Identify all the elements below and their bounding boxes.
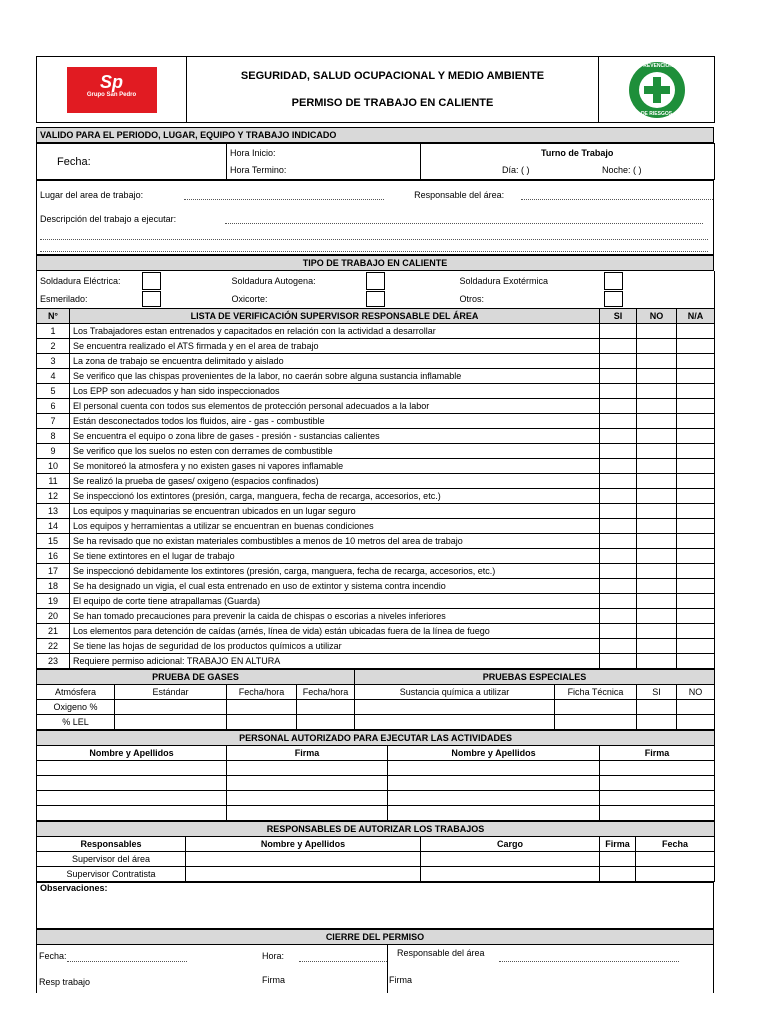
supervisor-contratista-fecha[interactable] (636, 867, 715, 882)
checklist-item-text: Se han tomado precauciones para prevenir la caida de chispas o escorias a niveles inferiores (70, 609, 600, 624)
personal-heading: PERSONAL AUTORIZADO PARA EJECUTAR LAS ACTIVIDADES (37, 731, 715, 746)
checklist-no-cell[interactable] (637, 444, 677, 459)
checklist-no-cell[interactable] (637, 459, 677, 474)
checklist-table (36, 308, 715, 669)
personal-row (37, 776, 715, 791)
supervisor-area-label: Supervisor del área (37, 852, 186, 867)
checklist-na-cell[interactable] (677, 519, 715, 534)
checklist-no-cell[interactable] (637, 324, 677, 339)
checklist-si-cell[interactable] (600, 489, 637, 504)
company-logo (67, 67, 157, 113)
logo-text: Sp (99, 71, 123, 92)
logo-company: Grupo San Pedro (86, 91, 137, 98)
checklist-na-cell[interactable] (677, 429, 715, 444)
checklist-na-cell[interactable] (677, 609, 715, 624)
checklist-no-cell[interactable] (637, 609, 677, 624)
observaciones-field[interactable] (37, 883, 714, 929)
checklist-no-cell[interactable] (637, 384, 677, 399)
estandar-header: Estándar (115, 685, 227, 700)
checklist-item-text: Los EPP son adecuados y han sido inspeccionados (70, 384, 600, 399)
lel-fecha2-cell[interactable] (297, 715, 355, 730)
esp-no-cell-1[interactable] (677, 700, 715, 715)
checklist-si-cell[interactable] (600, 399, 637, 414)
checklist-row (37, 639, 715, 654)
checklist-si-cell[interactable] (600, 369, 637, 384)
lel-estandar-cell[interactable] (115, 715, 227, 730)
checklist-row (37, 624, 715, 639)
personal-cell[interactable] (227, 806, 388, 821)
hora-inicio-field[interactable]: Hora Inicio: (227, 144, 421, 162)
checklist-no-cell[interactable] (637, 639, 677, 654)
checklist-item-text: Se ha revisado que no existan materiales combustibles a menos de 10 metros del area de trabajo (70, 534, 600, 549)
checklist-na-cell[interactable] (677, 459, 715, 474)
cierre-fecha-input[interactable] (67, 953, 187, 962)
checklist-na-cell[interactable] (677, 489, 715, 504)
esp-si-cell-2[interactable] (637, 715, 677, 730)
checklist-row (37, 534, 715, 549)
descripcion-line-3[interactable] (40, 243, 708, 252)
soldadura-autogena-checkbox[interactable] (366, 272, 385, 290)
supervisor-contratista-nombre[interactable] (186, 867, 421, 882)
checklist-item-number: 9 (37, 444, 70, 459)
checklist-na-cell[interactable] (677, 339, 715, 354)
oxigeno-fecha2-cell[interactable] (297, 700, 355, 715)
checklist-item-number: 19 (37, 594, 70, 609)
oxigeno-estandar-cell[interactable] (115, 700, 227, 715)
checklist-si-cell[interactable] (600, 384, 637, 399)
checklist-item-text: Están desconectados todos los fluidos, aire - gas - combustible (70, 414, 600, 429)
checklist-no-cell[interactable] (637, 369, 677, 384)
checklist-na-cell[interactable] (677, 324, 715, 339)
soldadura-exotermica-label: Soldadura Exotérmica (459, 275, 549, 286)
turno-label: Turno de Trabajo (421, 144, 715, 162)
soldadura-electrica-checkbox[interactable] (142, 272, 161, 290)
checklist-row (37, 369, 715, 384)
checklist-row (37, 489, 715, 504)
responsables-heading: RESPONSABLES DE AUTORIZAR LOS TRABAJOS (37, 822, 715, 837)
checklist-row (37, 444, 715, 459)
supervisor-contratista-cargo[interactable] (421, 867, 600, 882)
soldadura-exotermica-checkbox[interactable] (604, 272, 623, 290)
checklist-item-text: Se realizó la prueba de gases/ oxigeno (espacios confinados) (70, 474, 600, 489)
title-cell (187, 57, 599, 123)
fecha-hora-1-header: Fecha/hora (227, 685, 297, 700)
sustancia-header: Sustancia química a utilizar (355, 685, 555, 700)
soldadura-electrica-label: Soldadura Eléctrica: (40, 275, 121, 286)
cierre-responsable-input[interactable] (499, 953, 679, 962)
checklist-item-number: 23 (37, 654, 70, 669)
checklist-si-cell[interactable] (600, 324, 637, 339)
checklist-na-cell[interactable] (677, 654, 715, 669)
cierre-heading: CIERRE DEL PERMISO (37, 930, 714, 945)
cierre-responsable-label: Responsable del área (397, 948, 485, 958)
checklist-na-cell[interactable] (677, 624, 715, 639)
checklist-si-cell[interactable] (600, 654, 637, 669)
gases-heading: PRUEBA DE GASES (37, 670, 355, 685)
checklist-item-number: 2 (37, 339, 70, 354)
resp-firma-header: Firma (600, 837, 636, 852)
checklist-na-cell[interactable] (677, 444, 715, 459)
sustancia-cell-2[interactable] (355, 715, 555, 730)
checklist-no-cell[interactable] (637, 354, 677, 369)
emblem-bottom-text: DE RIESGOS (640, 110, 673, 117)
checklist-row (37, 579, 715, 594)
checklist-row (37, 504, 715, 519)
supervisor-area-nombre[interactable] (186, 852, 421, 867)
checklist-item-number: 6 (37, 399, 70, 414)
checklist-na-cell[interactable] (677, 354, 715, 369)
lel-fecha1-cell[interactable] (227, 715, 297, 730)
checklist-na-cell[interactable] (677, 504, 715, 519)
checklist-si-cell[interactable] (600, 504, 637, 519)
checklist-item-number: 16 (37, 549, 70, 564)
checklist-na-cell[interactable] (677, 474, 715, 489)
checklist-item-text: Se verifico que los suelos no esten con derrames de combustible (70, 444, 600, 459)
checklist-si-cell[interactable] (600, 624, 637, 639)
checklist-si-cell[interactable] (600, 459, 637, 474)
personal-cell[interactable] (600, 761, 715, 776)
checklist-item-text: Se monitoreó la atmosfera y no existen gases ni vapores inflamable (70, 459, 600, 474)
otros-checkbox[interactable] (604, 291, 623, 307)
checklist-item-number: 5 (37, 384, 70, 399)
checklist-item-number: 22 (37, 639, 70, 654)
checklist-item-number: 18 (37, 579, 70, 594)
checklist-item-text: El personal cuenta con todos sus elementos de protección personal adecuados a la labor (70, 399, 600, 414)
checklist-row (37, 609, 715, 624)
personal-nombre-header-2: Nombre y Apellidos (388, 746, 600, 761)
col-no-header: N° (37, 309, 70, 324)
oxicorte-checkbox[interactable] (366, 291, 385, 307)
descripcion-line-2[interactable] (40, 231, 708, 240)
dia-field[interactable]: Día: ( ) (502, 165, 530, 176)
form-title-2: PERMISO DE TRABAJO EN CALIENTE (291, 96, 494, 109)
noche-field[interactable]: Noche: ( ) (602, 165, 642, 176)
atmosfera-header: Atmósfera (37, 685, 115, 700)
observaciones-table (36, 882, 714, 929)
personal-firma-header-2: Firma (600, 746, 715, 761)
location-section (36, 180, 714, 255)
checklist-row (37, 519, 715, 534)
col-si-header: SI (600, 309, 637, 324)
checklist-item-text: Se inspeccionó debidamente los extintores (presión, carga, manguera, fecha de recarga, accesorios, etc.) (70, 564, 600, 579)
prevention-emblem-icon (629, 62, 685, 118)
checklist-no-cell[interactable] (637, 579, 677, 594)
checklist-no-cell[interactable] (637, 549, 677, 564)
checklist-no-cell[interactable] (637, 339, 677, 354)
checklist-na-cell[interactable] (677, 579, 715, 594)
gases-table (36, 669, 715, 730)
personal-cell[interactable] (600, 791, 715, 806)
checklist-item-number: 13 (37, 504, 70, 519)
form-title-1: SEGURIDAD, SALUD OCUPACIONAL Y MEDIO AMBIENTE (240, 69, 545, 82)
ficha-header: Ficha Técnica (555, 685, 637, 700)
checklist-item-number: 10 (37, 459, 70, 474)
checklist-na-cell[interactable] (677, 384, 715, 399)
personal-cell[interactable] (388, 776, 600, 791)
personal-cell[interactable] (37, 806, 227, 821)
checklist-item-number: 4 (37, 369, 70, 384)
checklist-na-cell[interactable] (677, 534, 715, 549)
personal-cell[interactable] (600, 806, 715, 821)
personal-cell[interactable] (388, 761, 600, 776)
cierre-table (36, 929, 714, 945)
checklist-na-cell[interactable] (677, 564, 715, 579)
cierre-hora-input[interactable] (299, 953, 387, 962)
checklist-item-text: Los equipos y herramientas a utilizar se encuentran en buenas condiciones (70, 519, 600, 534)
checklist-si-cell[interactable] (600, 429, 637, 444)
cierre-resp-trabajo-label: Resp trabajo (39, 977, 91, 987)
checklist-item-number: 11 (37, 474, 70, 489)
checklist-item-text: Se verifico que las chispas provenientes de la labor, no caerán sobre alguna sustancia inflamable (70, 369, 600, 384)
checklist-item-text: Se inspeccionó los extintores (presión, carga, manguera, fecha de recarga, accesorios, etc.) (70, 489, 600, 504)
checklist-row (37, 384, 715, 399)
valid-section (36, 127, 714, 143)
cierre-body (36, 945, 714, 993)
soldadura-autogena-label: Soldadura Autogena: (231, 275, 316, 286)
checklist-item-number: 3 (37, 354, 70, 369)
checklist-no-cell[interactable] (637, 504, 677, 519)
resp-nombre-header: Nombre y Apellidos (186, 837, 421, 852)
descripcion-input[interactable] (225, 215, 703, 224)
checklist-item-number: 20 (37, 609, 70, 624)
checklist-row (37, 654, 715, 669)
checklist-si-cell[interactable] (600, 594, 637, 609)
supervisor-area-fecha[interactable] (636, 852, 715, 867)
responsable-label: Responsable del área: (414, 189, 505, 200)
checklist-item-text: El equipo de corte tiene atrapallamas (Guarda) (70, 594, 600, 609)
oxigeno-fecha1-cell[interactable] (227, 700, 297, 715)
checklist-row (37, 324, 715, 339)
col-no-answer-header: NO (637, 309, 677, 324)
cierre-fecha-label: Fecha: (39, 951, 67, 961)
checklist-item-number: 7 (37, 414, 70, 429)
checklist-item-number: 8 (37, 429, 70, 444)
checklist-na-cell[interactable] (677, 414, 715, 429)
personal-cell[interactable] (600, 776, 715, 791)
checklist-item-text: Requiere permiso adicional: TRABAJO EN ALTURA (70, 654, 600, 669)
checklist-si-cell[interactable] (600, 339, 637, 354)
esp-no-cell-2[interactable] (677, 715, 715, 730)
checklist-item-text: Se ha designado un vigia, el cual esta entrenado en uso de extintor y sistema contra incendio (70, 579, 600, 594)
logo-cell (37, 57, 187, 123)
checklist-no-cell[interactable] (637, 594, 677, 609)
checklist-item-text: Se tiene las hojas de seguridad de los productos químicos a utilizar (70, 639, 600, 654)
checklist-si-cell[interactable] (600, 564, 637, 579)
checklist-item-text: Los elementos para detención de caídas (arnés, línea de vida) están ubicadas fuera de la línea de fuego (70, 624, 600, 639)
personal-cell[interactable] (388, 806, 600, 821)
checklist-row (37, 399, 715, 414)
checklist-si-cell[interactable] (600, 354, 637, 369)
checklist-row (37, 354, 715, 369)
checklist-row (37, 474, 715, 489)
otros-label: Otros: (459, 294, 485, 304)
checklist-item-text: Los Trabajadores estan entrenados y capacitados en relación con la actividad a desarrollar (70, 324, 600, 339)
esp-si-cell-1[interactable] (637, 700, 677, 715)
checklist-row (37, 459, 715, 474)
checklist-na-cell[interactable] (677, 399, 715, 414)
personal-row (37, 761, 715, 776)
checklist-si-cell[interactable] (600, 519, 637, 534)
checklist-item-number: 14 (37, 519, 70, 534)
col-na-header: N/A (677, 309, 715, 324)
tipo-section (36, 255, 714, 271)
fecha-hora-2-header: Fecha/hora (297, 685, 355, 700)
cierre-hora-label: Hora: (262, 951, 285, 961)
lugar-input[interactable] (184, 191, 384, 200)
emblem-top-text: PREVENCION (639, 62, 674, 69)
cierre-firma-1-label: Firma (262, 975, 285, 985)
personal-cell[interactable] (227, 761, 388, 776)
fecha-label: Fecha: (37, 144, 227, 180)
checklist-no-cell[interactable] (637, 654, 677, 669)
sustancia-cell-1[interactable] (355, 700, 555, 715)
supervisor-area-firma[interactable] (600, 852, 636, 867)
esmerilado-checkbox[interactable] (142, 291, 161, 307)
checklist-si-cell[interactable] (600, 639, 637, 654)
checklist-row (37, 414, 715, 429)
checklist-item-number: 12 (37, 489, 70, 504)
checklist-na-cell[interactable] (677, 549, 715, 564)
checklist-item-text: Se encuentra realizado el ATS firmada y en el area de trabajo (70, 339, 600, 354)
checklist-item-number: 21 (37, 624, 70, 639)
checklist-no-cell[interactable] (637, 399, 677, 414)
checklist-row (37, 549, 715, 564)
checklist-si-cell[interactable] (600, 549, 637, 564)
checklist-title-header: LISTA DE VERIFICACIÓN SUPERVISOR RESPONSABLE DEL ÁREA (70, 309, 600, 324)
descripcion-label: Descripción del trabajo a ejecutar: (40, 213, 177, 224)
tipo-options (36, 271, 715, 308)
oxicorte-label: Oxicorte: (231, 294, 268, 304)
personal-cell[interactable] (227, 791, 388, 806)
checklist-row (37, 339, 715, 354)
checklist-si-cell[interactable] (600, 579, 637, 594)
especiales-si-header: SI (637, 685, 677, 700)
supervisor-contratista-label: Supervisor Contratista (37, 867, 186, 882)
emblem-cell (599, 57, 715, 123)
supervisor-area-cargo[interactable] (421, 852, 600, 867)
checklist-no-cell[interactable] (637, 564, 677, 579)
lel-row-label: % LEL (37, 715, 115, 730)
checklist-no-cell[interactable] (637, 624, 677, 639)
ficha-cell-2[interactable] (555, 715, 637, 730)
checklist-si-cell[interactable] (600, 534, 637, 549)
observaciones-label: Observaciones: (40, 883, 108, 893)
personal-cell[interactable] (37, 791, 227, 806)
checklist-no-cell[interactable] (637, 489, 677, 504)
checklist-item-number: 17 (37, 564, 70, 579)
checklist-si-cell[interactable] (600, 444, 637, 459)
personal-cell[interactable] (388, 791, 600, 806)
responsable-input[interactable] (521, 191, 714, 200)
checklist-item-text: Se tiene extintores en el lugar de trabajo (70, 549, 600, 564)
permit-form (36, 56, 714, 993)
checklist-no-cell[interactable] (637, 429, 677, 444)
lugar-label: Lugar del area de trabajo: (40, 189, 144, 200)
checklist-no-cell[interactable] (637, 534, 677, 549)
checklist-item-text: La zona de trabajo se encuentra delimitado y aislado (70, 354, 600, 369)
supervisor-contratista-firma[interactable] (600, 867, 636, 882)
checklist-si-cell[interactable] (600, 609, 637, 624)
responsables-table (36, 821, 715, 882)
especiales-no-header: NO (677, 685, 715, 700)
form-header (36, 56, 715, 123)
resp-col-header: Responsables (37, 837, 186, 852)
checklist-si-cell[interactable] (600, 414, 637, 429)
checklist-no-cell[interactable] (637, 414, 677, 429)
esmerilado-label: Esmerilado: (40, 294, 88, 304)
checklist-row (37, 564, 715, 579)
personal-table (36, 730, 715, 821)
tipo-heading: TIPO DE TRABAJO EN CALIENTE (37, 256, 714, 271)
hora-termino-field[interactable]: Hora Termino: (227, 162, 421, 180)
checklist-no-cell[interactable] (637, 519, 677, 534)
checklist-row (37, 429, 715, 444)
personal-cell[interactable] (37, 776, 227, 791)
resp-cargo-header: Cargo (421, 837, 600, 852)
especiales-heading: PRUEBAS ESPECIALES (355, 670, 715, 685)
personal-cell[interactable] (37, 761, 227, 776)
personal-row (37, 791, 715, 806)
valid-heading: VALIDO PARA EL PERIODO, LUGAR, EQUIPO Y TRABAJO INDICADO (37, 128, 714, 143)
oxigeno-row-label: Oxigeno % (37, 700, 115, 715)
datetime-section (36, 143, 715, 180)
personal-nombre-header-1: Nombre y Apellidos (37, 746, 227, 761)
checklist-row (37, 594, 715, 609)
resp-fecha-header: Fecha (636, 837, 715, 852)
checklist-no-cell[interactable] (637, 474, 677, 489)
checklist-item-text: Los equipos y maquinarias se encuentran ubicados en un lugar seguro (70, 504, 600, 519)
checklist-item-number: 1 (37, 324, 70, 339)
personal-firma-header-1: Firma (227, 746, 388, 761)
personal-cell[interactable] (227, 776, 388, 791)
checklist-item-number: 15 (37, 534, 70, 549)
checklist-si-cell[interactable] (600, 474, 637, 489)
ficha-cell-1[interactable] (555, 700, 637, 715)
checklist-na-cell[interactable] (677, 369, 715, 384)
cierre-firma-2-label: Firma (389, 975, 412, 985)
personal-row (37, 806, 715, 821)
checklist-item-text: Se encuentra el equipo o zona libre de gases - presión - sustancias calientes (70, 429, 600, 444)
checklist-na-cell[interactable] (677, 594, 715, 609)
checklist-na-cell[interactable] (677, 639, 715, 654)
